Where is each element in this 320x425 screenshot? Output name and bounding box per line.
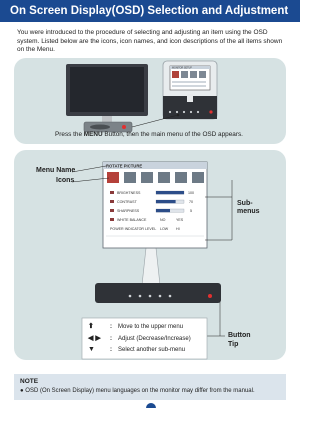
caption-prefix: Press the bbox=[55, 131, 84, 138]
menu-button-word: MENU bbox=[83, 131, 103, 138]
caption-suffix: Button, then the main menu of the OSD appears. bbox=[102, 131, 243, 138]
label-button-tip-line1: Button bbox=[228, 332, 251, 339]
down-arrow-icon: ▼ bbox=[88, 346, 95, 353]
osd-slider-fill bbox=[156, 191, 184, 194]
label-button-tip-line2: Tip bbox=[228, 341, 239, 348]
white-balance-value: NO bbox=[160, 218, 166, 222]
white-balance-aux: YES bbox=[176, 218, 184, 222]
page-title: On Screen Display(OSD) Selection and Adjustment bbox=[10, 5, 289, 17]
nav-desc: Adjust (Decrease/Increase) bbox=[118, 336, 191, 342]
power-indicator-aux: HI bbox=[176, 227, 180, 231]
osd-item-white-balance: WHITE BALANCE bbox=[117, 218, 147, 222]
nav-row-adjust: ◀ ▶ : Adjust (Decrease/Increase) bbox=[88, 335, 191, 342]
nav-row-select: ▼ : Select another sub-menu bbox=[88, 346, 186, 353]
nav-desc: Move to the upper menu bbox=[118, 324, 184, 330]
small-osd-title: MONITOR SETUP bbox=[172, 66, 192, 70]
nav-desc: Select another sub-menu bbox=[118, 347, 186, 353]
sharpness-value: 5 bbox=[190, 209, 192, 213]
osd-slider-fill bbox=[156, 209, 170, 212]
osd-item-power-indicator: POWER INDICATOR LEVEL bbox=[110, 227, 157, 231]
osd-item-contrast: CONTRAST bbox=[117, 200, 137, 204]
label-icons: Icons bbox=[56, 177, 75, 184]
power-indicator-value: LOW bbox=[160, 227, 169, 231]
label-menu-name: Menu Name bbox=[36, 167, 76, 174]
osd-title: ROTATE PICTURE bbox=[106, 163, 143, 169]
page-marker bbox=[146, 403, 156, 408]
nav-row-up: ⬆ : Move to the upper menu bbox=[88, 323, 184, 330]
osd-slider-bars bbox=[156, 191, 184, 212]
osd-item-sharpness: SHARPNESS bbox=[117, 209, 140, 213]
label-sub-menus-line1: Sub- bbox=[237, 200, 253, 207]
note-text: ● OSD (On Screen Display) menu languages on the monitor may differ from the manual. bbox=[20, 388, 255, 394]
brightness-value: 100 bbox=[188, 191, 194, 195]
up-arrow-icon: ⬆ bbox=[88, 323, 94, 330]
label-sub-menus-line2: menus bbox=[237, 208, 260, 215]
left-right-arrow-icon: ◀ ▶ bbox=[88, 335, 101, 342]
note-title: NOTE bbox=[20, 378, 39, 385]
osd-item-brightness: BRIGHTNESS bbox=[117, 191, 141, 195]
note-body: OSD (On Screen Display) menu languages on the monitor may differ from the manual. bbox=[25, 388, 255, 394]
note-box bbox=[14, 374, 286, 400]
osd-slider-fill bbox=[156, 200, 176, 203]
intro-paragraph: You were introduced to the procedure of selecting and adjusting an item using the OSD system. Listed below are the icons, icon names, and icon descriptions of the all items shown on the Menu. bbox=[17, 29, 283, 54]
contrast-value: 70 bbox=[189, 200, 193, 204]
